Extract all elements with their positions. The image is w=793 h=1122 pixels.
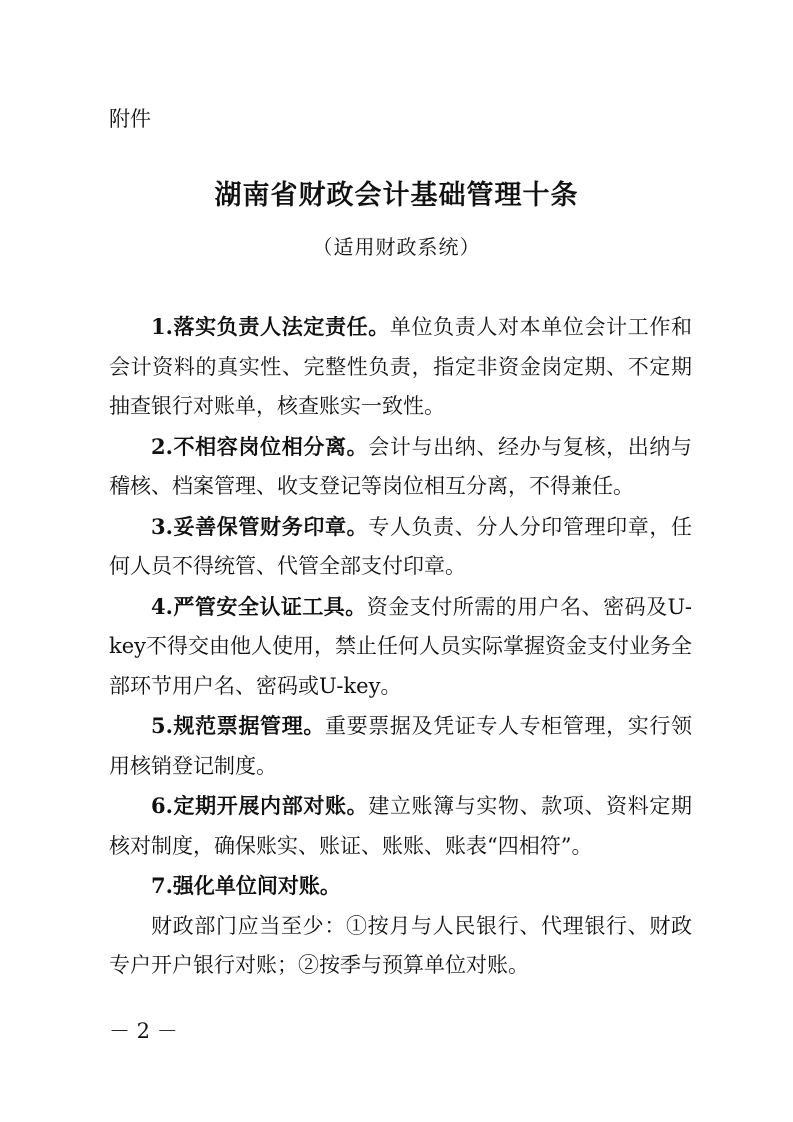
item-text: 单位负责人对本单位会计工作和会计资料的真实性、完整性负责，指定非资金岗定期、不定期抽查银行对账单，核查账实一致性。 <box>109 315 692 418</box>
item-heading: 7.强化单位间对账。 <box>151 873 341 898</box>
item-heading: 2.不相容岗位相分离。 <box>151 433 369 459</box>
page-number: － 2 － <box>109 1019 178 1043</box>
item-heading: 4.严管安全认证工具。 <box>151 593 367 619</box>
item-heading: 3.妥善保管财务印章。 <box>151 513 369 539</box>
item-heading: 6.定期开展内部对账。 <box>151 793 369 818</box>
item-4 <box>109 587 692 707</box>
item-7-detail: 财政部门应当至少：①按月与人民银行、代理银行、财政专户开户银行对账；②按季与预算单位对账。 <box>109 913 692 977</box>
attachment-label: 附件 <box>109 107 151 131</box>
item-heading: 1.落实负责人法定责任。 <box>151 314 390 339</box>
item-text: 资金支付所需的用户名、密码及U-key不得交由他人使用，禁止任何人员实际掌握资金支付业务全部环节用户名、密码或U-key。 <box>109 594 693 698</box>
item-5 <box>109 706 692 786</box>
item-3 <box>109 507 692 587</box>
item-text: 会计与出纳、经办与复核，出纳与稽核、档案管理、收支登记等岗位相互分离，不得兼任。 <box>109 434 692 498</box>
document-subtitle: （适用财政系统） <box>312 235 481 259</box>
item-2 <box>109 427 692 507</box>
document-body <box>109 307 692 986</box>
document-title: 湖南省财政会计基础管理十条 <box>214 180 579 211</box>
item-heading: 5.规范票据管理。 <box>151 713 325 738</box>
item-text: 专人负责、分人分印管理印章，任何人员不得统管、代管全部支付印章。 <box>109 514 692 578</box>
item-text: 建立账簿与实物、款项、资料定期核对制度，确保账实、账证、账账、账表“四相符”。 <box>109 794 692 858</box>
item-6 <box>109 786 692 866</box>
item-text: 重要票据及凭证专人专柜管理，实行领用核销登记制度。 <box>109 714 692 778</box>
item-7 <box>109 866 692 907</box>
item-1 <box>109 307 692 427</box>
